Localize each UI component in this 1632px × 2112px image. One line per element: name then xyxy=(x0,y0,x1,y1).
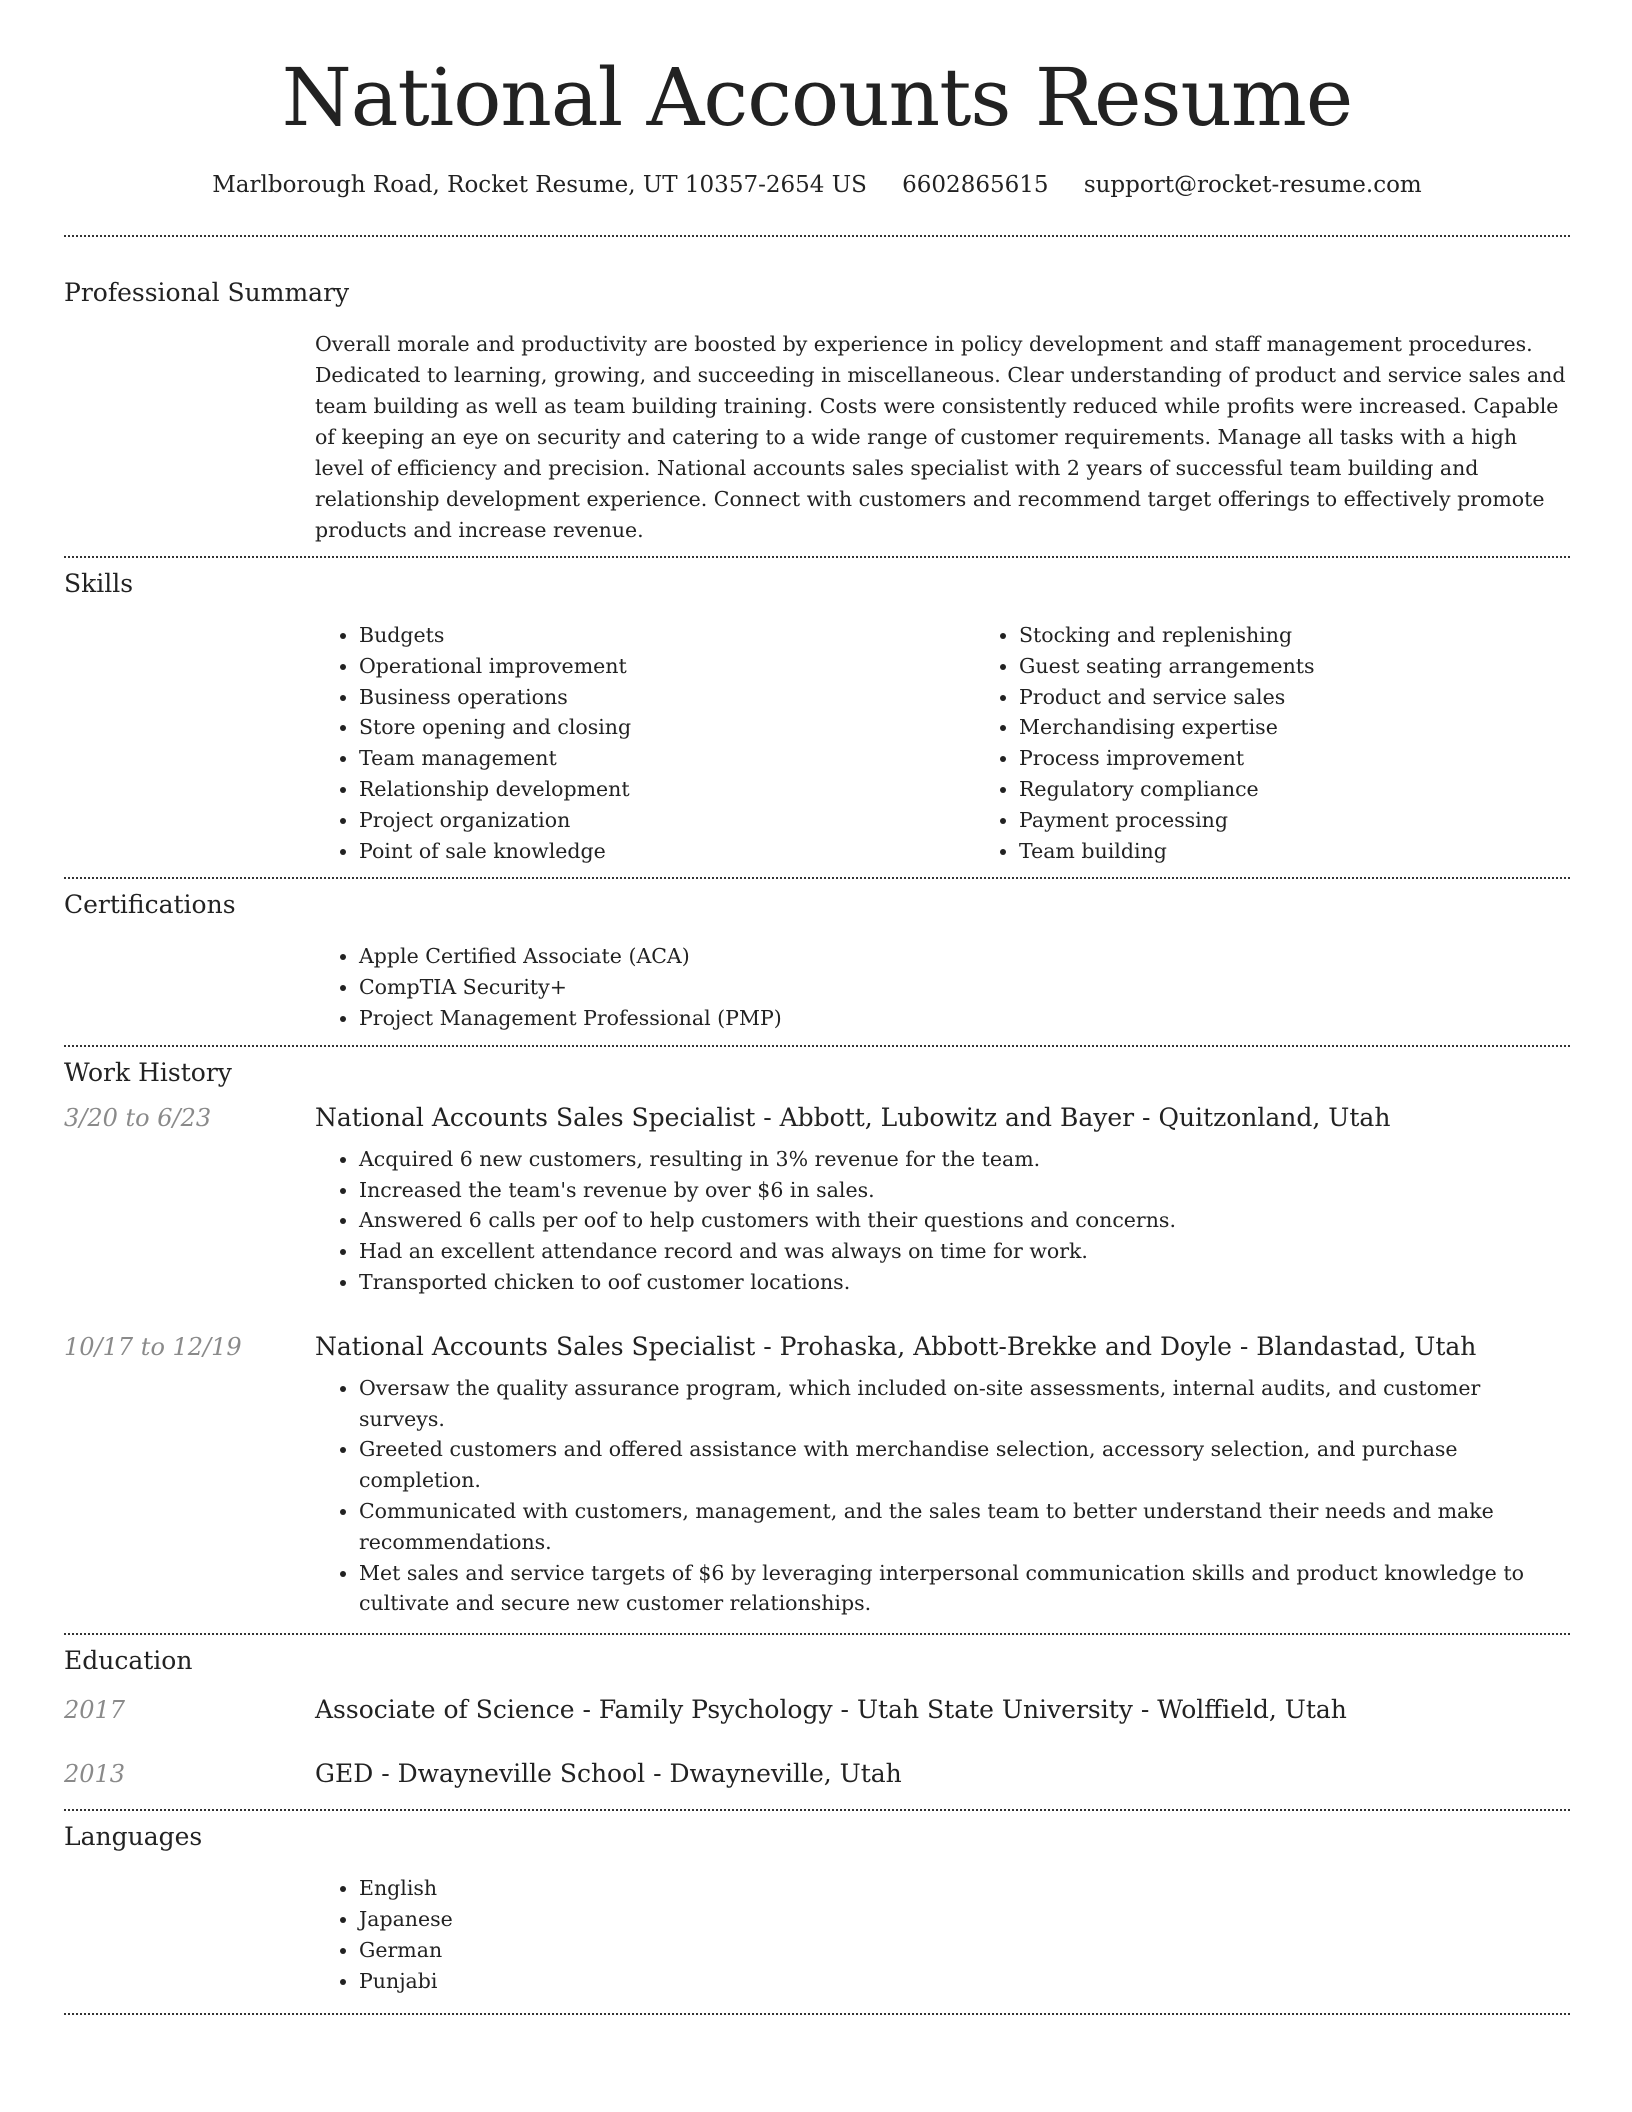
list-item: • Operational improvement xyxy=(359,651,975,682)
list-item: • Japanese xyxy=(359,1904,1570,1935)
section-title-work: Work History xyxy=(64,1057,232,1087)
divider xyxy=(64,556,1570,558)
divider xyxy=(64,877,1570,879)
skills-list-left xyxy=(315,620,975,866)
list-item: • Had an excellent attendance record and was always on time for work. xyxy=(359,1236,1570,1267)
job-dates: 3/20 to 6/23 xyxy=(64,1103,212,1132)
list-item: • Acquired 6 new customers, resulting in 3% revenue for the team. xyxy=(359,1144,1570,1175)
divider xyxy=(64,1633,1570,1635)
list-item: • Process improvement xyxy=(1019,743,1632,774)
divider xyxy=(64,1809,1570,1811)
list-item: • Payment processing xyxy=(1019,805,1632,836)
list-item: • Relationship development xyxy=(359,774,975,805)
section-title-education: Education xyxy=(64,1646,193,1676)
list-item: • Business operations xyxy=(359,682,975,713)
list-item: • CompTIA Security+ xyxy=(359,972,1570,1003)
contact-address: Marlborough Road, Rocket Resume, UT 10357-2654 US xyxy=(212,172,867,198)
list-item: • Project Management Professional (PMP) xyxy=(359,1003,1570,1034)
list-item: • Store opening and closing xyxy=(359,712,975,743)
list-item: • Product and service sales xyxy=(1019,682,1632,713)
languages-body xyxy=(315,1873,1570,1996)
divider xyxy=(64,1045,1570,1047)
list-item: • Project organization xyxy=(359,805,975,836)
list-item: • Increased the team's revenue by over $6 in sales. xyxy=(359,1175,1570,1206)
list-item: • Guest seating arrangements xyxy=(1019,651,1632,682)
divider xyxy=(64,235,1570,237)
section-title-skills: Skills xyxy=(64,569,134,598)
section-title-languages: Languages xyxy=(64,1822,203,1852)
education-year: 2017 xyxy=(64,1696,126,1725)
job-title: National Accounts Sales Specialist - Abbott, Lubowitz and Bayer - Quitzonland, Utah xyxy=(315,1102,1391,1132)
resume-page xyxy=(64,0,1570,2015)
list-item: • Stocking and replenishing xyxy=(1019,620,1632,651)
education-entry xyxy=(64,1695,1570,1724)
job-dates: 10/17 to 12/19 xyxy=(64,1332,242,1361)
list-item: • Transported chicken to oof customer locations. xyxy=(359,1267,1570,1298)
list-item: • Team management xyxy=(359,743,975,774)
list-item: • Apple Certified Associate (ACA) xyxy=(359,941,1570,972)
education-title: GED - Dwayneville School - Dwayneville, Utah xyxy=(315,1759,902,1789)
certifications-list xyxy=(315,941,1570,1033)
list-item: • Met sales and service targets of $6 by leveraging interpersonal communication skills and product knowledge to cultivate and secure new customer relationships. xyxy=(359,1558,1570,1620)
list-item: • English xyxy=(359,1873,1570,1904)
section-skills xyxy=(64,569,1570,866)
list-item: • Oversaw the quality assurance program, which included on-site assessments, internal audits, and customer surveys. xyxy=(359,1373,1570,1435)
summary-text: Overall morale and productivity are boosted by experience in policy development and staff management procedures. Dedicated to learning, growing, and succeeding in miscellaneous. Clear understanding of product and service sales and team building as well as team building training. Costs were consistently reduced while profits were increased. Capable of keeping an eye on security and catering to a wide range of customer requirements. Manage all tasks with a high level of efficiency and precision. National accounts sales specialist with 2 years of successful team building and relationship development experience. Connect with customers and recommend target offerings to effectively promote products and increase revenue. xyxy=(315,332,1566,542)
list-item: • Merchandising expertise xyxy=(1019,712,1632,743)
section-languages xyxy=(64,1822,1570,1996)
contact-line xyxy=(64,172,1570,198)
job-bullets xyxy=(315,1144,1570,1298)
list-item: • Answered 6 calls per oof to help customers with their questions and concerns. xyxy=(359,1205,1570,1236)
job-entry xyxy=(64,1103,1570,1132)
job-title: National Accounts Sales Specialist - Prohaska, Abbott-Brekke and Doyle - Blandastad, Utah xyxy=(315,1331,1477,1361)
list-item: • Budgets xyxy=(359,620,975,651)
divider xyxy=(64,2013,1570,2015)
section-title-summary: Professional Summary xyxy=(64,278,350,307)
section-certifications xyxy=(64,890,1570,1033)
education-title: Associate of Science - Family Psychology - Utah State University - Wolffield, Utah xyxy=(315,1695,1347,1725)
job-details xyxy=(315,1373,1570,1619)
education-year: 2013 xyxy=(64,1760,126,1789)
section-work-history xyxy=(64,1058,1570,1619)
job-details xyxy=(315,1144,1570,1298)
certifications-body xyxy=(315,941,1570,1033)
list-item: • Regulatory compliance xyxy=(1019,774,1632,805)
contact-phone: 6602865615 xyxy=(902,172,1049,198)
skills-columns xyxy=(315,620,1570,866)
list-item: • Punjabi xyxy=(359,1966,1570,1997)
languages-list xyxy=(315,1873,1570,1996)
list-item: • Team building xyxy=(1019,836,1632,867)
list-item: • Communicated with customers, management, and the sales team to better understand their needs and make recommendations. xyxy=(359,1496,1570,1558)
list-item: • German xyxy=(359,1935,1570,1966)
job-entry xyxy=(64,1332,1570,1361)
list-item: • Greeted customers and offered assistance with merchandise selection, accessory selection, and purchase completion. xyxy=(359,1434,1570,1496)
list-item: • Point of sale knowledge xyxy=(359,836,975,867)
contact-email: support@rocket-resume.com xyxy=(1083,172,1422,198)
skills-list-right xyxy=(975,620,1632,866)
section-title-certifications: Certifications xyxy=(64,890,236,920)
summary-body xyxy=(315,329,1570,546)
job-bullets xyxy=(315,1373,1570,1619)
resume-name: National Accounts Resume xyxy=(281,51,1353,144)
education-entry xyxy=(64,1759,1570,1788)
section-summary xyxy=(64,278,1570,546)
section-education xyxy=(64,1646,1570,1788)
